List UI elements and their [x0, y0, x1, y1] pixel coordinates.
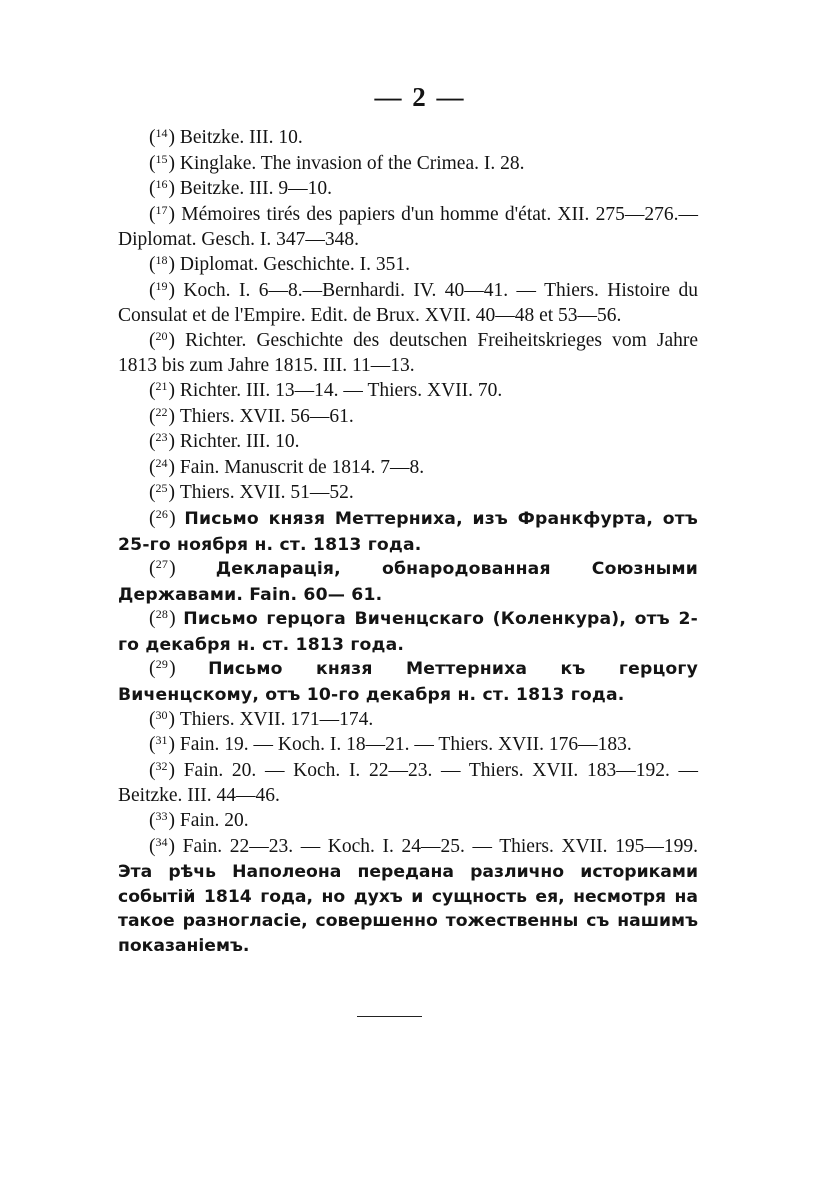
footnote-text: Письмо герцога Виченцскаго (Коленкура), отъ 2-го декабря н. ст. 1813 года.	[118, 609, 698, 655]
footnote-number: 29	[155, 657, 169, 672]
footnote-number: 32	[155, 758, 168, 773]
footnote-number: 31	[155, 733, 168, 748]
footnote-number: 25	[155, 481, 168, 496]
footnote: ($^{15}$) Kinglake. The invasion of the Crimea. I. 28.	[149, 151, 525, 174]
footnote: ($^{31}$) Fain. 19. — Koch. I. 18—21. — Thiers. XVII. 176—183.	[149, 733, 632, 756]
footnote-text: Kinglake. The invasion of the Crimea. I. 28.	[179, 152, 525, 174]
footnote-text: Fain. 20.	[179, 810, 249, 832]
footnote-text: Richter. Geschichte des deutschen Freiheitskrieges vom Jahre 1813 bis zum Jahre 1815. III. 11—13.	[118, 329, 698, 377]
footnote: ($^{21}$) Richter. III. 13—14. — Thiers. XVII. 70.	[149, 378, 503, 401]
footnote: ($^{24}$) Fain. Manuscrit de 1814. 7—8.	[149, 455, 425, 478]
footnote-text: Thiers. XVII. 56—61.	[179, 405, 354, 427]
footnote-number: 23	[155, 430, 168, 445]
footnote-text: Thiers. XVII. 51—52.	[179, 482, 354, 504]
footnote-number: 34	[155, 834, 168, 849]
page-number: — 2 —	[374, 82, 466, 112]
footnote-number: 30	[155, 707, 168, 722]
footnote: ($^{14}$) Beitzke. III. 10.	[149, 126, 303, 148]
footnote-number: 18	[155, 252, 168, 267]
footnote-text: Fain. 19. — Koch. I. 18—21. — Thiers. XVII. 176—183.	[179, 734, 632, 756]
footnote-text: Thiers. XVII. 171—174.	[179, 708, 374, 730]
footnote: ($^{33}$) Fain. 20.	[149, 809, 249, 832]
footnote: ($^{22}$) Thiers. XVII. 56—61.	[149, 404, 354, 427]
footnote: ($^{29}$) Письмо князя Меттерниха къ герцогу Виченцскому, отъ 10-го декабря н. ст. 1813 года.	[118, 657, 698, 706]
footnote: ($^{34}$) Fain. 22—23. — Koch. I. 24—25. — Thiers. XVII. 195—199. Эта рѣчь Наполеона передана различно историками событій 1814 года, но духъ и сущность ея, несмотря на такое разногласіе, совершенно тожественны съ нашимъ показаніемъ.	[118, 834, 698, 956]
footnote: ($^{17}$) Mémoires tirés des papiers d'un homme d'état. XII. 275—276.— Diplomat. Gesch. I. 347—348.	[118, 202, 698, 251]
footnote: ($^{16}$) Beitzke. III. 9—10.	[149, 177, 333, 200]
footnote: ($^{26}$) Письмо князя Меттерниха, изъ Франкфурта, отъ 25-го ноября н. ст. 1813 года.	[118, 506, 698, 555]
footnote-text: Fain. Manuscrit de 1814. 7—8.	[179, 456, 425, 478]
footnote-number: 20	[155, 328, 168, 343]
footnote-number: 16	[155, 177, 168, 192]
footnote-number: 27	[155, 557, 169, 572]
footnote-text: Fain. 22—23. — Koch. I. 24—25. — Thiers. XVII. 195—199.	[182, 835, 698, 857]
footnote-text: Mémoires tirés des papiers d'un homme d'état. XII. 275—276.— Diplomat. Gesch. I. 347—348.	[118, 203, 698, 251]
footnote: ($^{27}$) Декларація, обнародованная Союзными Державами. Fain. 60— 61.	[118, 557, 698, 605]
footnote: ($^{19}$) Koch. I. 6—8.—Bernhardi. IV. 40—41. — Thiers. Histoire du Consulat et de l'Empire. Edit. de Brux. XVII. 40—48 et 53—56.	[118, 278, 698, 327]
footnote-number: 28	[155, 607, 169, 622]
footnote-commentary: Эта рѣчь Наполеона передана различно историками событій 1814 года, но духъ и сущность ея, несмотря на такое разногласіе, совершенно тожественны съ нашимъ показаніемъ.	[118, 862, 698, 956]
footnote: ($^{32}$) Fain. 20. — Koch. I. 22—23. — Thiers. XVII. 183—192. — Beitzke. III. 44—46.	[118, 758, 699, 807]
footnote-number: 14	[155, 126, 168, 140]
footnote-number: 33	[155, 809, 168, 824]
footnote-number: 15	[155, 151, 168, 166]
footnote-number: 21	[155, 378, 168, 393]
footnote-number: 17	[155, 202, 168, 217]
footnote-text: Diplomat. Geschichte. I. 351.	[179, 253, 411, 275]
footnote: ($^{25}$) Thiers. XVII. 51—52.	[149, 481, 354, 504]
footnote-number: 26	[155, 506, 169, 521]
footnote-text: Декларація, обнародованная Союзными Державами. Fain. 60— 61.	[118, 559, 698, 605]
footnote-text: Koch. I. 6—8.—Bernhardi. IV. 40—41. — Thiers. Histoire du Consulat et de l'Empire. Edit. de Brux. XVII. 40—48 et 53—56.	[118, 279, 698, 327]
footnote-text: Richter. III. 13—14. — Thiers. XVII. 70.	[179, 379, 503, 401]
end-rule	[357, 1016, 422, 1017]
footnote-number: 24	[155, 455, 168, 470]
footnote-number: 19	[155, 278, 168, 293]
footnote: ($^{30}$) Thiers. XVII. 171—174.	[149, 707, 374, 730]
footnote-number: 22	[155, 404, 168, 419]
footnote-text: Fain. 20. — Koch. I. 22—23. — Thiers. XVII. 183—192. — Beitzke. III. 44—46.	[118, 759, 699, 807]
footnote-text: Richter. III. 10.	[179, 431, 300, 453]
footnote-text: Письмо князя Меттерниха, изъ Франкфурта, отъ 25-го ноября н. ст. 1813 года.	[118, 508, 698, 555]
footnote: ($^{28}$) Письмо герцога Виченцскаго (Коленкура), отъ 2-го декабря н. ст. 1813 года.	[118, 607, 698, 655]
footnote-text: Beitzke. III. 9—10.	[179, 178, 333, 200]
footnote: ($^{20}$) Richter. Geschichte des deutschen Freiheitskrieges vom Jahre 1813 bis zum Jahre 1815. III. 11—13.	[118, 328, 698, 377]
footnote: ($^{23}$) Richter. III. 10.	[149, 430, 300, 453]
footnote: ($^{18}$) Diplomat. Geschichte. I. 351.	[149, 252, 411, 275]
footnotes-list	[118, 126, 698, 959]
footnote-text: Письмо князя Меттерниха къ герцогу Виченцскому, отъ 10-го декабря н. ст. 1813 года.	[118, 659, 698, 706]
footnote-text: Beitzke. III. 10.	[179, 127, 303, 148]
